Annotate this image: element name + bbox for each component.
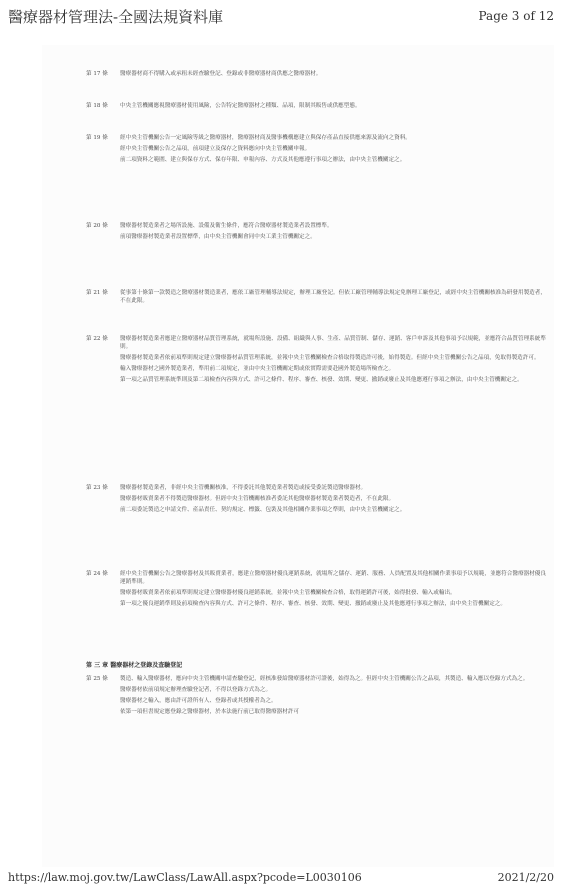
article (86, 103, 546, 114)
article-body (120, 676, 546, 717)
article-number: 第 17 條 (86, 71, 108, 77)
article-number: 第 25 條 (86, 676, 108, 682)
article-paragraph: 醫療器材販賣業者不得製造醫療器材。但經中央主管機關核准者委託其他醫療器材製造業者製造者，不在此限。 (120, 496, 395, 502)
article-paragraph: 製造、輸入醫療器材，應向中央主管機關申請查驗登記，經核准發給醫療器材許可證後，始得為之。但經中央主管機關公告之品項，其製造、輸入應以登錄方式為之。 (120, 676, 529, 682)
page-header-title: 醫療器材管理法-全國法規資料庫 (8, 8, 224, 26)
article-paragraph: 第一項之品質管理系統準則及第二項檢查內容與方式、許可之條件、程序、審查、核發、效期、變更、撤銷或廢止及其他應遵行事項之辦法，由中央主管機關定之。 (120, 376, 523, 383)
article-body (120, 290, 546, 305)
article-number: 第 18 條 (86, 103, 108, 109)
article-paragraph: 醫療器材之輸入，應由許可證所有人、登錄者或其授權者為之。 (120, 698, 277, 704)
article-number: 第 23 條 (86, 485, 108, 491)
article (86, 135, 546, 168)
article (86, 290, 546, 309)
article-body (120, 135, 546, 165)
article-paragraph: 前二項資料之範圍、建立與保存方式、保存年限、申報內容、方式及其他應遵行事項之辦法，由中央主管機關定之。 (120, 157, 406, 163)
article-number: 第 24 條 (86, 571, 108, 577)
article-number: 第 19 條 (86, 135, 108, 141)
article (86, 571, 546, 612)
article-paragraph: 醫療器材製造業者依前項準則規定建立醫療器材品質管理系統，並報中央主管機關檢查合格取得製造許可後，始得製造。但經中央主管機關公告之品項，免取得製造許可。 (120, 354, 540, 361)
article-body (120, 103, 546, 111)
article-number: 第 22 條 (86, 336, 108, 342)
article-paragraph: 經中央主管機關公告一定風險等級之醫療器材，醫療器材商及醫事機構應建立與保存產品直接供應來源及流向之資料。 (120, 135, 411, 141)
article (86, 71, 546, 82)
article-paragraph: 中央主管機關應視醫療器材使用風險，公告特定醫療器材之種類、品項，限制其販售或供應型態。 (120, 103, 361, 109)
article-body (120, 336, 546, 384)
article-paragraph: 經中央主管機關公告之品項，前項建立及保存之資料應向中央主管機關申報。 (120, 146, 311, 152)
article (86, 223, 546, 245)
article-body (120, 485, 546, 515)
article-number: 第 20 條 (86, 223, 108, 229)
article-body (120, 223, 546, 242)
article-paragraph: 輸入醫療器材之國外製造業者，準用前二項規定，並由中央主管機關定期或依實際需要赴國外製造場所檢查之。 (120, 365, 395, 372)
article-body (120, 71, 546, 79)
source-url[interactable]: https://law.moj.gov.tw/LawClass/LawAll.aspx?pcode=L0030106 (8, 871, 362, 884)
article-paragraph: 第一項之優良運銷準則及前項檢查內容與方式、許可之條件、程序、審查、核發、效期、變更、撤銷或廢止及其他應遵行事項之辦法，由中央主管機關定之。 (120, 600, 506, 607)
article-paragraph: 醫療器材商不得購入或承租未經查驗登記、登錄或非醫療器材商供應之醫療器材。 (120, 71, 322, 77)
article-paragraph: 醫療器材製造業者，非經中央主管機關核准，不得委託其他製造業者製造或接受委託製造醫療器材。 (120, 485, 367, 491)
article-paragraph: 前項醫療器材製造業者設置標準，由中央主管機關會同中央工業主管機關定之。 (120, 234, 316, 240)
article-body (120, 571, 546, 608)
print-date: 2021/2/20 (497, 871, 554, 884)
article-paragraph: 經中央主管機關公告之醫療器材及其販賣業者，應建立醫療器材優良運銷系統，就場所之儲存、運銷、服務、人員配置及其他相關作業事項予以規範，並應符合醫療器材優良運銷準則。 (120, 571, 546, 585)
article-25 (86, 676, 546, 720)
scanned-page (42, 45, 554, 867)
article-paragraph: 從事第十條第一款製造之醫療器材製造業者，應依工廠管理輔導法規定，辦理工廠登記。但依工廠管理輔導法規定免辦理工廠登記，或經中央主管機關核准為研發用製造者，不在此限。 (120, 290, 546, 304)
article-paragraph: 醫療器材販賣業者依前項準則規定建立醫療器材優良運銷系統，並報中央主管機關檢查合格，取得運銷許可後，始得批發、輸入或輸出。 (120, 589, 456, 596)
article (86, 336, 546, 388)
article-paragraph: 前二項委託製造之申請文件、產品責任、契約規定、標籤、包裝及其他相關作業事項之準則，由中央主管機關定之。 (120, 507, 406, 513)
article-paragraph: 醫療器材製造業者之場所設施、設備及衛生條件，應符合醫療器材製造業者設置標準。 (120, 223, 333, 229)
article-number: 第 21 條 (86, 290, 108, 296)
article-paragraph: 醫療器材依前項規定辦理查驗登記者，不得以登錄方式為之。 (120, 687, 272, 693)
article-paragraph: 醫療器材製造業者應建立醫療器材品質管理系統，就場所設施、設備、組織與人事、生產、品質管制、儲存、運銷、客戶申訴及其他事項予以規範，並應符合品質管理系統準則。 (120, 336, 546, 350)
article (86, 485, 546, 518)
article-paragraph: 依第一項但書規定應登錄之醫療器材，於本法施行前已取得醫療器材許可 (120, 709, 300, 715)
chapter-heading: 第 三 章 醫療器材之登錄及查驗登記 (86, 662, 183, 669)
page-number: Page 3 of 12 (478, 9, 554, 23)
